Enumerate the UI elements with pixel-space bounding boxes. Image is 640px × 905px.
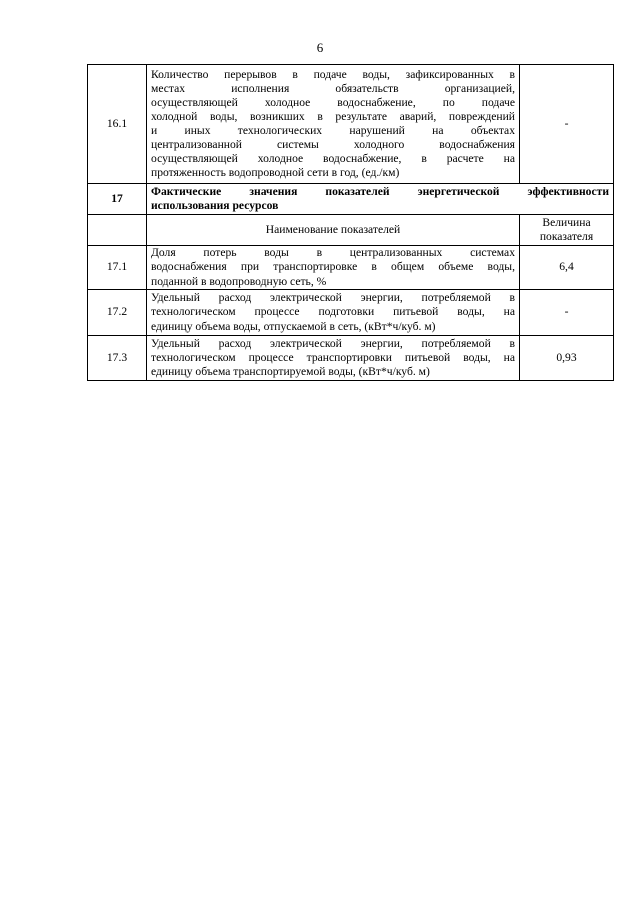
name-line: централизованной системы холодного водоснабжения [151,138,515,152]
indicator-name [147,65,520,184]
table-row-16-1 [88,65,614,184]
name-line: протяженность водопроводной сети в год, (ед./км) [151,166,400,180]
header-row [88,215,614,246]
name-line: Удельный расход электрической энергии, потребляемой в [151,291,515,305]
name-line: и иных технологических нарушений на объектах [151,124,515,137]
indicator-value: - [520,65,614,184]
name-line: осуществляющей холодное водоснабжение, в расчете на [151,152,515,166]
header-value-line: показателя [539,230,594,243]
row-number: 17.2 [88,290,147,336]
header-value-line: Величина [542,215,591,229]
indicator-name [147,290,520,336]
name-line: поданной в водопроводную сеть, % [151,274,327,288]
indicator-value: 6,4 [520,246,614,290]
name-line: Доля потерь воды в централизованных системах [151,246,515,260]
name-line: водоснабжения при транспортировке в общем объеме воды, [151,260,515,274]
section-number: 17 [88,184,147,215]
table-row-17-2 [88,290,614,336]
row-number: 17.3 [88,336,147,381]
name-line: Удельный расход электрической энергии, потребляемой в [151,336,515,350]
table-row-17-1 [88,246,614,290]
name-line: технологическом процессе подготовки питьевой воды, на [151,305,515,319]
name-line: единицу объема транспортируемой воды, (кВт*ч/куб. м) [151,365,430,379]
section-title [147,184,614,215]
header-value [520,215,614,246]
table-row-17-3 [88,336,614,381]
indicator-name [147,246,520,290]
indicator-value: - [520,290,614,336]
indicators-table [87,64,614,381]
name-line: осуществляющей холодное водоснабжение, по подаче [151,95,515,109]
indicator-name [147,336,520,381]
name-line: местах исполнения обязательств организацией, [151,81,515,95]
name-line: холодной воды, возникших в результате аварий, повреждений [151,109,515,123]
row-number: 16.1 [88,65,147,184]
page-number: 6 [316,40,324,55]
row-number: 17.1 [88,246,147,290]
header-empty-cell [88,215,147,246]
indicator-value: 0,93 [520,336,614,381]
name-line: Количество перерывов в подаче воды, зафиксированных в [151,67,515,81]
section-row-17 [88,184,614,215]
header-name: Наименование показателей [147,215,520,246]
section-title-line: Фактические значения показателей энергетической эффективности [151,184,609,198]
section-title-line: использования ресурсов [151,199,279,212]
name-line: единицу объема воды, отпускаемой в сеть, (кВт*ч/куб. м) [151,319,436,333]
name-line: технологическом процессе транспортировки питьевой воды, на [151,350,515,364]
